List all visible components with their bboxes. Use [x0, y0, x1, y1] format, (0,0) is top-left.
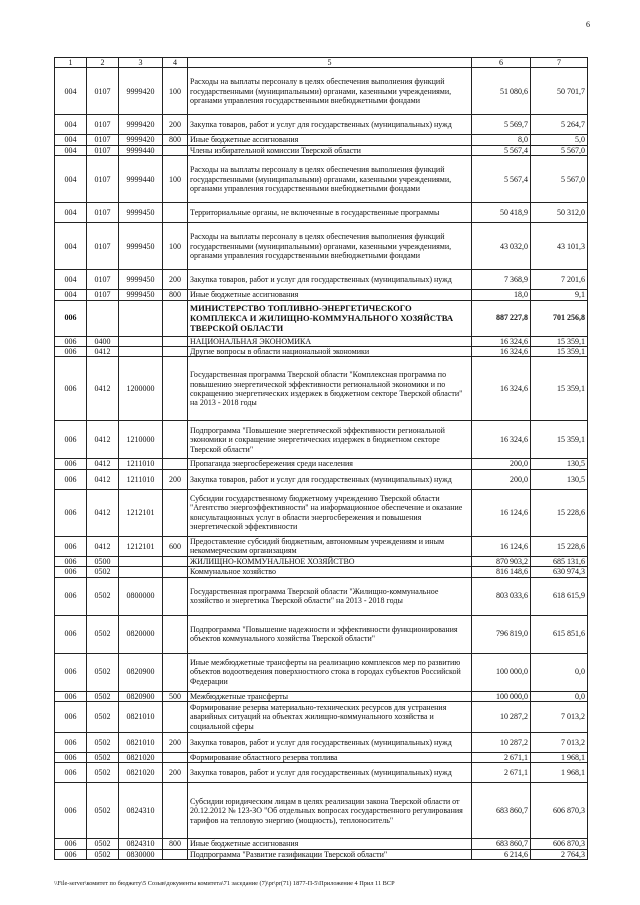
- description-cell: Закупка товаров, работ и услуг для государственных (муниципальных) нужд: [188, 763, 472, 783]
- ministry-code-cell: 006: [55, 702, 87, 733]
- section-code-cell: 0412: [87, 469, 119, 489]
- target-article-cell: 0824310: [119, 839, 163, 849]
- section-code-cell: 0502: [87, 691, 119, 701]
- target-article-cell: [119, 347, 163, 357]
- description-cell: Межбюджетные трансферты: [188, 691, 472, 701]
- table-row: [55, 290, 588, 300]
- description-cell: Формирование резерва материально-технических ресурсов для устранения аварийных ситуаций на объектах жилищно-коммунального хозяйства и социальной сферы: [188, 702, 472, 733]
- expense-type-cell: 100: [163, 156, 188, 203]
- expense-type-cell: [163, 347, 188, 357]
- amount-1-cell: 200,0: [472, 469, 531, 489]
- target-article-cell: 9999450: [119, 203, 163, 223]
- expense-type-cell: [163, 567, 188, 577]
- section-code-cell: 0502: [87, 653, 119, 691]
- table-row: [55, 783, 588, 839]
- expense-type-cell: [163, 459, 188, 469]
- amount-1-cell: 100 000,0: [472, 691, 531, 701]
- table-row: [55, 203, 588, 223]
- description-cell: Иные бюджетные ассигнования: [188, 135, 472, 145]
- ministry-code-cell: 006: [55, 849, 87, 859]
- ministry-code-cell: 004: [55, 135, 87, 145]
- ministry-code-cell: 004: [55, 223, 87, 270]
- table-row: [55, 459, 588, 469]
- amount-2-cell: 15 228,6: [531, 536, 588, 556]
- amount-1-cell: 683 860,7: [472, 839, 531, 849]
- amount-1-cell: 16 324,6: [472, 421, 531, 459]
- table-row: [55, 156, 588, 203]
- section-code-cell: 0412: [87, 536, 119, 556]
- amount-1-cell: 683 860,7: [472, 783, 531, 839]
- amount-1-cell: 887 227,8: [472, 300, 531, 336]
- section-code-cell: 0502: [87, 839, 119, 849]
- amount-1-cell: 16 324,6: [472, 347, 531, 357]
- table-row: [55, 733, 588, 753]
- amount-1-cell: 816 148,6: [472, 567, 531, 577]
- ministry-code-cell: 006: [55, 421, 87, 459]
- table-row: [55, 615, 588, 653]
- expense-type-cell: [163, 702, 188, 733]
- expense-type-cell: 100: [163, 223, 188, 270]
- ministry-code-cell: 006: [55, 459, 87, 469]
- expense-type-cell: [163, 783, 188, 839]
- amount-2-cell: 618 615,9: [531, 577, 588, 615]
- table-row: [55, 347, 588, 357]
- amount-1-cell: 5 567,4: [472, 145, 531, 155]
- ministry-code-cell: 006: [55, 783, 87, 839]
- description-cell: Закупка товаров, работ и услуг для государственных (муниципальных) нужд: [188, 733, 472, 753]
- amount-1-cell: 16 324,6: [472, 357, 531, 421]
- table-row: [55, 556, 588, 566]
- description-cell: Иные межбюджетные трансферты на реализацию комплексов мер по развитию объектов водоотведения поверхностного стока в городах субъектов Российской Федерации: [188, 653, 472, 691]
- target-article-cell: 9999450: [119, 270, 163, 290]
- target-article-cell: [119, 567, 163, 577]
- expense-type-cell: 800: [163, 839, 188, 849]
- amount-2-cell: 7 201,6: [531, 270, 588, 290]
- table-row: [55, 849, 588, 859]
- ministry-code-cell: 006: [55, 653, 87, 691]
- column-number-row: [55, 58, 588, 68]
- amount-2-cell: 130,5: [531, 459, 588, 469]
- target-article-cell: 0820900: [119, 653, 163, 691]
- table-row: [55, 536, 588, 556]
- amount-2-cell: 685 131,6: [531, 556, 588, 566]
- col-header-1: 1: [55, 58, 87, 68]
- expense-type-cell: 600: [163, 536, 188, 556]
- description-cell: Закупка товаров, работ и услуг для государственных (муниципальных) нужд: [188, 469, 472, 489]
- amount-2-cell: 7 013,2: [531, 733, 588, 753]
- amount-2-cell: 0,0: [531, 691, 588, 701]
- table-row: [55, 567, 588, 577]
- table-row: [55, 300, 588, 336]
- table-row: [55, 753, 588, 763]
- col-header-3: 3: [119, 58, 163, 68]
- col-header-6: 6: [472, 58, 531, 68]
- target-article-cell: 1210000: [119, 421, 163, 459]
- table-row: [55, 839, 588, 849]
- amount-1-cell: 2 671,1: [472, 763, 531, 783]
- table-row: [55, 135, 588, 145]
- section-code-cell: 0502: [87, 733, 119, 753]
- description-cell: Субсидии государственному бюджетному учреждению Тверской области "Агентство энергоэффективности" на информационное обеспечение и оказание консультационных услуг в области энергосбережения и повышения энергетической эффективности: [188, 489, 472, 536]
- expense-type-cell: 200: [163, 270, 188, 290]
- section-code-cell: 0107: [87, 270, 119, 290]
- section-code-cell: 0412: [87, 459, 119, 469]
- amount-2-cell: 50 701,7: [531, 68, 588, 115]
- target-article-cell: 9999420: [119, 68, 163, 115]
- target-article-cell: 9999420: [119, 135, 163, 145]
- expense-type-cell: 800: [163, 135, 188, 145]
- ministry-code-cell: 006: [55, 733, 87, 753]
- amount-1-cell: 8,0: [472, 135, 531, 145]
- ministry-code-cell: 006: [55, 357, 87, 421]
- col-header-4: 4: [163, 58, 188, 68]
- amount-2-cell: 9,1: [531, 290, 588, 300]
- amount-2-cell: 5,0: [531, 135, 588, 145]
- table-row: [55, 336, 588, 346]
- description-cell: МИНИСТЕРСТВО ТОПЛИВНО-ЭНЕРГЕТИЧЕСКОГО КОМПЛЕКСА И ЖИЛИЩНО-КОММУНАЛЬНОГО ХОЗЯЙСТВА ТВЕРСКОЙ ОБЛАСТИ: [188, 300, 472, 336]
- description-cell: Расходы на выплаты персоналу в целях обеспечения выполнения функций государственными (муниципальными) органами, казенными учреждениями, органами управления государственными внебюджетными фондами: [188, 223, 472, 270]
- amount-2-cell: 15 228,6: [531, 489, 588, 536]
- section-code-cell: 0400: [87, 336, 119, 346]
- table-row: [55, 489, 588, 536]
- section-code-cell: 0107: [87, 223, 119, 270]
- ministry-code-cell: 006: [55, 347, 87, 357]
- amount-1-cell: 870 903,2: [472, 556, 531, 566]
- amount-2-cell: 615 851,6: [531, 615, 588, 653]
- target-article-cell: 1211010: [119, 469, 163, 489]
- amount-2-cell: 130,5: [531, 469, 588, 489]
- target-article-cell: 0821020: [119, 753, 163, 763]
- target-article-cell: 0820000: [119, 615, 163, 653]
- amount-2-cell: 606 870,3: [531, 783, 588, 839]
- ministry-code-cell: 006: [55, 300, 87, 336]
- ministry-code-cell: 004: [55, 270, 87, 290]
- amount-1-cell: 2 671,1: [472, 753, 531, 763]
- expense-type-cell: [163, 145, 188, 155]
- section-code-cell: 0502: [87, 615, 119, 653]
- section-code-cell: 0502: [87, 763, 119, 783]
- ministry-code-cell: 006: [55, 577, 87, 615]
- amount-2-cell: 1 968,1: [531, 763, 588, 783]
- target-article-cell: 0830000: [119, 849, 163, 859]
- target-article-cell: 9999420: [119, 115, 163, 135]
- amount-1-cell: 18,0: [472, 290, 531, 300]
- description-cell: Иные бюджетные ассигнования: [188, 839, 472, 849]
- amount-1-cell: 7 368,9: [472, 270, 531, 290]
- amount-2-cell: 15 359,1: [531, 336, 588, 346]
- table-row: [55, 115, 588, 135]
- expense-type-cell: [163, 489, 188, 536]
- section-code-cell: 0502: [87, 849, 119, 859]
- target-article-cell: 0821020: [119, 763, 163, 783]
- section-code-cell: 0500: [87, 556, 119, 566]
- expense-type-cell: [163, 753, 188, 763]
- description-cell: Члены избирательной комиссии Тверской области: [188, 145, 472, 155]
- section-code-cell: 0502: [87, 577, 119, 615]
- amount-2-cell: 5 567,0: [531, 156, 588, 203]
- amount-2-cell: 5 567,0: [531, 145, 588, 155]
- description-cell: Подпрограмма "Развитие газификации Тверской области": [188, 849, 472, 859]
- amount-2-cell: 2 764,3: [531, 849, 588, 859]
- section-code-cell: 0107: [87, 115, 119, 135]
- expense-type-cell: 500: [163, 691, 188, 701]
- section-code-cell: 0107: [87, 156, 119, 203]
- amount-2-cell: 15 359,1: [531, 421, 588, 459]
- table-row: [55, 469, 588, 489]
- amount-1-cell: 10 287,2: [472, 702, 531, 733]
- ministry-code-cell: 006: [55, 691, 87, 701]
- ministry-code-cell: 004: [55, 290, 87, 300]
- target-article-cell: 9999450: [119, 290, 163, 300]
- table-body: [55, 68, 588, 860]
- budget-table: [54, 57, 588, 860]
- amount-2-cell: 15 359,1: [531, 347, 588, 357]
- table-row: [55, 577, 588, 615]
- description-cell: НАЦИОНАЛЬНАЯ ЭКОНОМИКА: [188, 336, 472, 346]
- amount-1-cell: 5 569,7: [472, 115, 531, 135]
- description-cell: Подпрограмма "Повышение энергетической эффективности региональной экономики и сокращение энергетических издержек в бюджетном секторе Тверской области": [188, 421, 472, 459]
- ministry-code-cell: 006: [55, 536, 87, 556]
- amount-1-cell: 803 033,6: [472, 577, 531, 615]
- col-header-2: 2: [87, 58, 119, 68]
- expense-type-cell: [163, 849, 188, 859]
- table-row: [55, 357, 588, 421]
- expense-type-cell: [163, 336, 188, 346]
- table-row: [55, 223, 588, 270]
- description-cell: Пропаганда энергосбережения среди населения: [188, 459, 472, 469]
- description-cell: Коммунальное хозяйство: [188, 567, 472, 577]
- page-number: 6: [586, 20, 590, 29]
- table-row: [55, 145, 588, 155]
- target-article-cell: 0821010: [119, 733, 163, 753]
- section-code-cell: 0412: [87, 347, 119, 357]
- ministry-code-cell: 006: [55, 839, 87, 849]
- ministry-code-cell: 004: [55, 68, 87, 115]
- section-code-cell: 0502: [87, 567, 119, 577]
- description-cell: Государственная программа Тверской области "Жилищно-коммунальное хозяйство и энергетика Тверской области" на 2013 - 2018 годы: [188, 577, 472, 615]
- expense-type-cell: 200: [163, 733, 188, 753]
- amount-1-cell: 100 000,0: [472, 653, 531, 691]
- table-row: [55, 702, 588, 733]
- description-cell: Подпрограмма "Повышение надежности и эффективности функционирования объектов коммунального хозяйства Тверской области": [188, 615, 472, 653]
- amount-2-cell: 0,0: [531, 653, 588, 691]
- target-article-cell: 0824310: [119, 783, 163, 839]
- description-cell: Субсидии юридическим лицам в целях реализации закона Тверской области от 20.12.2012 № 123-ЗО "Об отдельных вопросах государственного регулирования тарифов на тепловую энергию (мощность), теплоноситель": [188, 783, 472, 839]
- amount-2-cell: 7 013,2: [531, 702, 588, 733]
- amount-2-cell: 701 256,8: [531, 300, 588, 336]
- expense-type-cell: [163, 653, 188, 691]
- description-cell: Формирование областного резерва топлива: [188, 753, 472, 763]
- amount-2-cell: 50 312,0: [531, 203, 588, 223]
- section-code-cell: 0502: [87, 753, 119, 763]
- target-article-cell: 1211010: [119, 459, 163, 469]
- ministry-code-cell: 006: [55, 489, 87, 536]
- ministry-code-cell: 006: [55, 469, 87, 489]
- section-code-cell: 0502: [87, 702, 119, 733]
- amount-1-cell: 51 080,6: [472, 68, 531, 115]
- ministry-code-cell: 006: [55, 763, 87, 783]
- section-code-cell: 0107: [87, 203, 119, 223]
- amount-2-cell: 630 974,3: [531, 567, 588, 577]
- expense-type-cell: 200: [163, 763, 188, 783]
- expense-type-cell: [163, 203, 188, 223]
- target-article-cell: 0820900: [119, 691, 163, 701]
- description-cell: ЖИЛИЩНО-КОММУНАЛЬНОЕ ХОЗЯЙСТВО: [188, 556, 472, 566]
- description-cell: Расходы на выплаты персоналу в целях обеспечения выполнения функций государственными (муниципальными) органами, казенными учреждениями, органами управления государственными внебюджетными фондами: [188, 156, 472, 203]
- expense-type-cell: 200: [163, 115, 188, 135]
- amount-1-cell: 16 324,6: [472, 336, 531, 346]
- description-cell: Территориальные органы, не включенные в государственные программы: [188, 203, 472, 223]
- amount-1-cell: 50 418,9: [472, 203, 531, 223]
- target-article-cell: 1212101: [119, 536, 163, 556]
- section-code-cell: 0107: [87, 145, 119, 155]
- amount-2-cell: 43 101,3: [531, 223, 588, 270]
- target-article-cell: 1200000: [119, 357, 163, 421]
- amount-1-cell: 5 567,4: [472, 156, 531, 203]
- expense-type-cell: [163, 300, 188, 336]
- amount-1-cell: 16 124,6: [472, 536, 531, 556]
- description-cell: Расходы на выплаты персоналу в целях обеспечения выполнения функций государственными (муниципальными) органами, казенными учреждениями, органами управления государственными внебюджетными фондами: [188, 68, 472, 115]
- expense-type-cell: 800: [163, 290, 188, 300]
- table-row: [55, 68, 588, 115]
- target-article-cell: 0821010: [119, 702, 163, 733]
- target-article-cell: 9999440: [119, 145, 163, 155]
- description-cell: Государственная программа Тверской области "Комплексная программа по повышению энергетической эффективности региональной экономики и по сокращению энергетических издержек в бюджетном секторе Тверской области" на 2013 - 2018 годы: [188, 357, 472, 421]
- section-code-cell: 0412: [87, 421, 119, 459]
- expense-type-cell: [163, 615, 188, 653]
- target-article-cell: 9999440: [119, 156, 163, 203]
- amount-1-cell: 43 032,0: [472, 223, 531, 270]
- description-cell: Предоставление субсидий бюджетным, автономным учреждениям и иным некоммерческим организациям: [188, 536, 472, 556]
- ministry-code-cell: 004: [55, 156, 87, 203]
- amount-2-cell: 5 264,7: [531, 115, 588, 135]
- section-code-cell: 0107: [87, 68, 119, 115]
- ministry-code-cell: 006: [55, 615, 87, 653]
- ministry-code-cell: 004: [55, 115, 87, 135]
- amount-1-cell: 200,0: [472, 459, 531, 469]
- amount-2-cell: 1 968,1: [531, 753, 588, 763]
- amount-2-cell: 15 359,1: [531, 357, 588, 421]
- amount-1-cell: 6 214,6: [472, 849, 531, 859]
- section-code-cell: 0502: [87, 783, 119, 839]
- table-row: [55, 763, 588, 783]
- ministry-code-cell: 006: [55, 567, 87, 577]
- target-article-cell: 9999450: [119, 223, 163, 270]
- table-row: [55, 421, 588, 459]
- ministry-code-cell: 004: [55, 203, 87, 223]
- expense-type-cell: [163, 556, 188, 566]
- file-path-footer: \\File-server\комитет по бюджету\5 Созыв\документы комитета\71 заседание (7)\pr\pr(71) 1877-П-5\Приложение 4 Прил 11 ВСР: [54, 880, 395, 887]
- expense-type-cell: 200: [163, 469, 188, 489]
- section-code-cell: 0107: [87, 290, 119, 300]
- description-cell: Иные бюджетные ассигнования: [188, 290, 472, 300]
- section-code-cell: 0412: [87, 489, 119, 536]
- ministry-code-cell: 006: [55, 753, 87, 763]
- amount-2-cell: 606 870,3: [531, 839, 588, 849]
- target-article-cell: [119, 300, 163, 336]
- table-row: [55, 653, 588, 691]
- target-article-cell: [119, 556, 163, 566]
- expense-type-cell: 100: [163, 68, 188, 115]
- ministry-code-cell: 006: [55, 556, 87, 566]
- expense-type-cell: [163, 577, 188, 615]
- target-article-cell: 1212101: [119, 489, 163, 536]
- ministry-code-cell: 004: [55, 145, 87, 155]
- amount-1-cell: 796 819,0: [472, 615, 531, 653]
- amount-1-cell: 10 287,2: [472, 733, 531, 753]
- table-row: [55, 270, 588, 290]
- expense-type-cell: [163, 357, 188, 421]
- description-cell: Другие вопросы в области национальной экономики: [188, 347, 472, 357]
- target-article-cell: [119, 336, 163, 346]
- description-cell: Закупка товаров, работ и услуг для государственных (муниципальных) нужд: [188, 115, 472, 135]
- expense-type-cell: [163, 421, 188, 459]
- description-cell: Закупка товаров, работ и услуг для государственных (муниципальных) нужд: [188, 270, 472, 290]
- section-code-cell: [87, 300, 119, 336]
- ministry-code-cell: 006: [55, 336, 87, 346]
- section-code-cell: 0107: [87, 135, 119, 145]
- target-article-cell: 0800000: [119, 577, 163, 615]
- table-row: [55, 691, 588, 701]
- amount-1-cell: 16 124,6: [472, 489, 531, 536]
- section-code-cell: 0412: [87, 357, 119, 421]
- col-header-7: 7: [531, 58, 588, 68]
- col-header-5: 5: [188, 58, 472, 68]
